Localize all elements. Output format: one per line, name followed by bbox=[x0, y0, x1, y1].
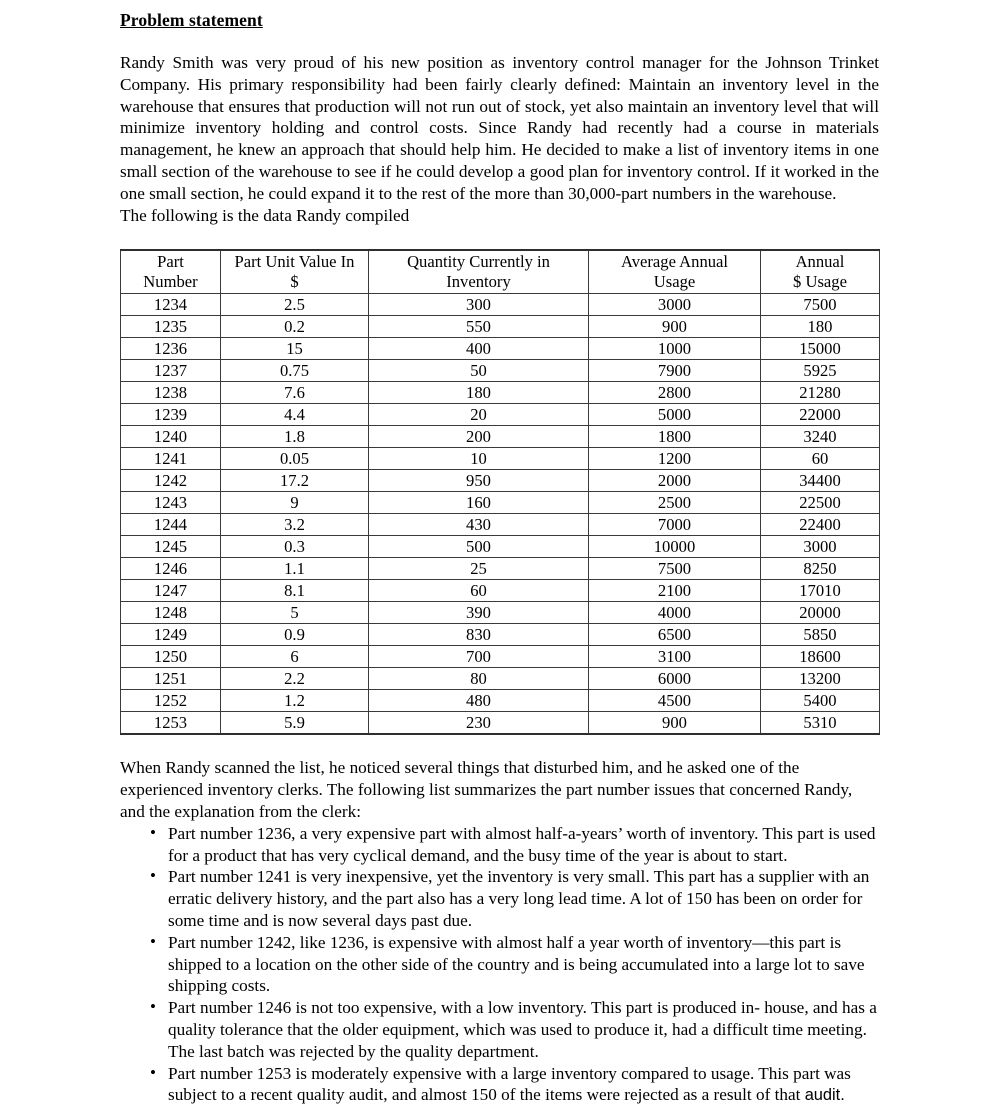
cell-quantity-in-inventory: 700 bbox=[369, 646, 589, 668]
cell-annual-dollar-usage: 5850 bbox=[761, 624, 880, 646]
cell-part-unit-value: 2.2 bbox=[221, 668, 369, 690]
cell-part-unit-value: 1.1 bbox=[221, 558, 369, 580]
cell-part-unit-value: 1.2 bbox=[221, 690, 369, 712]
cell-part-unit-value: 9 bbox=[221, 492, 369, 514]
cell-average-annual-usage: 3100 bbox=[589, 646, 761, 668]
table-row bbox=[121, 426, 880, 448]
column-header-line-1: Average Annual bbox=[620, 251, 729, 271]
cell-quantity-in-inventory: 950 bbox=[369, 470, 589, 492]
cell-quantity-in-inventory: 180 bbox=[369, 382, 589, 404]
column-header-line-2: $ Usage bbox=[793, 272, 847, 292]
list-item bbox=[150, 1063, 879, 1107]
table-row bbox=[121, 514, 880, 536]
column-header-annual-dollar-usage bbox=[761, 250, 880, 294]
table-row bbox=[121, 536, 880, 558]
cell-part-number: 1244 bbox=[121, 514, 221, 536]
cell-quantity-in-inventory: 550 bbox=[369, 316, 589, 338]
cell-part-unit-value: 4.4 bbox=[221, 404, 369, 426]
cell-part-number: 1243 bbox=[121, 492, 221, 514]
list-item-text-tail: audit. bbox=[804, 1086, 845, 1105]
cell-part-unit-value: 15 bbox=[221, 338, 369, 360]
cell-part-number: 1248 bbox=[121, 602, 221, 624]
cell-part-unit-value: 0.3 bbox=[221, 536, 369, 558]
cell-quantity-in-inventory: 10 bbox=[369, 448, 589, 470]
cell-part-number: 1247 bbox=[121, 580, 221, 602]
cell-part-number: 1252 bbox=[121, 690, 221, 712]
cell-annual-dollar-usage: 7500 bbox=[761, 294, 880, 316]
intro-paragraph-closing-line: The following is the data Randy compiled bbox=[120, 205, 410, 225]
cell-part-unit-value: 5.9 bbox=[221, 712, 369, 735]
list-item bbox=[150, 932, 879, 997]
cell-part-number: 1253 bbox=[121, 712, 221, 735]
cell-average-annual-usage: 1000 bbox=[589, 338, 761, 360]
cell-average-annual-usage: 2500 bbox=[589, 492, 761, 514]
column-header-quantity-in-inventory bbox=[369, 250, 589, 294]
cell-annual-dollar-usage: 20000 bbox=[761, 602, 880, 624]
cell-quantity-in-inventory: 430 bbox=[369, 514, 589, 536]
page-title: Problem statement bbox=[120, 10, 263, 30]
table-row bbox=[121, 338, 880, 360]
cell-part-unit-value: 17.2 bbox=[221, 470, 369, 492]
column-header-average-annual-usage bbox=[589, 250, 761, 294]
table-row bbox=[121, 602, 880, 624]
inventory-table-body bbox=[121, 294, 880, 735]
cell-part-number: 1245 bbox=[121, 536, 221, 558]
cell-annual-dollar-usage: 17010 bbox=[761, 580, 880, 602]
inventory-table-wrapper bbox=[120, 226, 879, 735]
cell-annual-dollar-usage: 5925 bbox=[761, 360, 880, 382]
cell-average-annual-usage: 900 bbox=[589, 316, 761, 338]
table-row bbox=[121, 316, 880, 338]
cell-average-annual-usage: 900 bbox=[589, 712, 761, 735]
cell-part-number: 1251 bbox=[121, 668, 221, 690]
cell-quantity-in-inventory: 400 bbox=[369, 338, 589, 360]
cell-part-unit-value: 0.05 bbox=[221, 448, 369, 470]
cell-part-unit-value: 7.6 bbox=[221, 382, 369, 404]
table-row bbox=[121, 382, 880, 404]
cell-quantity-in-inventory: 830 bbox=[369, 624, 589, 646]
cell-part-number: 1242 bbox=[121, 470, 221, 492]
cell-part-number: 1234 bbox=[121, 294, 221, 316]
cell-part-unit-value: 3.2 bbox=[221, 514, 369, 536]
cell-quantity-in-inventory: 500 bbox=[369, 536, 589, 558]
table-row bbox=[121, 294, 880, 316]
cell-part-unit-value: 1.8 bbox=[221, 426, 369, 448]
cell-part-number: 1239 bbox=[121, 404, 221, 426]
cell-annual-dollar-usage: 60 bbox=[761, 448, 880, 470]
cell-quantity-in-inventory: 390 bbox=[369, 602, 589, 624]
table-row bbox=[121, 404, 880, 426]
cell-part-unit-value: 2.5 bbox=[221, 294, 369, 316]
list-item-text: Part number 1241 is very inexpensive, yet the inventory is very small. This part has a supplier with an erratic delivery history, and the part also has a very long lead time. A lot of 150 has been on order for some time and is now several days past due. bbox=[168, 867, 870, 930]
cell-average-annual-usage: 7900 bbox=[589, 360, 761, 382]
post-table-paragraph: When Randy scanned the list, he noticed several things that disturbed him, and he asked one of the experienced inventory clerks. The following list summarizes the part number issues that concerned Randy, and the explanation from the clerk: bbox=[120, 758, 853, 821]
cell-average-annual-usage: 5000 bbox=[589, 404, 761, 426]
table-row bbox=[121, 558, 880, 580]
cell-quantity-in-inventory: 50 bbox=[369, 360, 589, 382]
cell-average-annual-usage: 6000 bbox=[589, 668, 761, 690]
list-item bbox=[150, 997, 879, 1062]
table-header-row bbox=[121, 250, 880, 294]
list-item-text: Part number 1236, a very expensive part with almost half-a-years’ worth of inventory. This part is used for a product that has very cyclical demand, and the busy time of the year is about to start. bbox=[168, 823, 876, 865]
cell-average-annual-usage: 7500 bbox=[589, 558, 761, 580]
spacer-below-table bbox=[120, 735, 879, 757]
column-header-part-number bbox=[121, 250, 221, 294]
cell-quantity-in-inventory: 80 bbox=[369, 668, 589, 690]
cell-annual-dollar-usage: 8250 bbox=[761, 558, 880, 580]
cell-part-number: 1250 bbox=[121, 646, 221, 668]
cell-average-annual-usage: 1800 bbox=[589, 426, 761, 448]
column-header-line-1: Annual bbox=[795, 251, 845, 271]
inventory-table-head bbox=[121, 250, 880, 294]
part-issues-list bbox=[120, 823, 879, 1107]
cell-annual-dollar-usage: 5310 bbox=[761, 712, 880, 735]
table-row bbox=[121, 360, 880, 382]
cell-part-number: 1237 bbox=[121, 360, 221, 382]
list-item-text: Part number 1246 is not too expensive, with a low inventory. This part is produced in- house, and has a quality tolerance that the older equipment, which was used to produce it, had a difficult time meeting. The last batch was rejected by the quality department. bbox=[168, 998, 877, 1061]
cell-part-number: 1235 bbox=[121, 316, 221, 338]
column-header-line-1: Part bbox=[157, 251, 184, 271]
cell-part-number: 1241 bbox=[121, 448, 221, 470]
cell-quantity-in-inventory: 60 bbox=[369, 580, 589, 602]
cell-annual-dollar-usage: 21280 bbox=[761, 382, 880, 404]
inventory-table bbox=[120, 249, 880, 735]
list-item bbox=[150, 866, 879, 931]
table-row bbox=[121, 580, 880, 602]
cell-annual-dollar-usage: 3240 bbox=[761, 426, 880, 448]
cell-average-annual-usage: 3000 bbox=[589, 294, 761, 316]
list-item-text: Part number 1242, like 1236, is expensive with almost half a year worth of inventory—this part is shipped to a location on the other side of the country and is being accumulated into a large lot to save shipping costs. bbox=[168, 932, 865, 996]
cell-annual-dollar-usage: 5400 bbox=[761, 690, 880, 712]
cell-part-number: 1240 bbox=[121, 426, 221, 448]
cell-part-unit-value: 8.1 bbox=[221, 580, 369, 602]
column-header-part-unit-value bbox=[221, 250, 369, 294]
cell-quantity-in-inventory: 200 bbox=[369, 426, 589, 448]
cell-part-number: 1238 bbox=[121, 382, 221, 404]
column-header-line-1: Part Unit Value In bbox=[234, 251, 355, 271]
cell-quantity-in-inventory: 230 bbox=[369, 712, 589, 735]
column-header-line-1: Quantity Currently in bbox=[407, 251, 550, 271]
list-item-text: Part number 1253 is moderately expensive with a large inventory compared to usage. This part was subject to a recent quality audit, and almost 150 of the items were rejected as a result of that bbox=[168, 1063, 851, 1105]
cell-average-annual-usage: 4500 bbox=[589, 690, 761, 712]
cell-part-number: 1249 bbox=[121, 624, 221, 646]
cell-part-unit-value: 0.9 bbox=[221, 624, 369, 646]
table-row bbox=[121, 624, 880, 646]
cell-quantity-in-inventory: 160 bbox=[369, 492, 589, 514]
table-row bbox=[121, 668, 880, 690]
column-header-line-2: Usage bbox=[653, 272, 696, 292]
cell-average-annual-usage: 2800 bbox=[589, 382, 761, 404]
cell-quantity-in-inventory: 480 bbox=[369, 690, 589, 712]
table-row bbox=[121, 712, 880, 735]
cell-part-unit-value: 6 bbox=[221, 646, 369, 668]
cell-average-annual-usage: 2000 bbox=[589, 470, 761, 492]
cell-part-number: 1236 bbox=[121, 338, 221, 360]
cell-annual-dollar-usage: 13200 bbox=[761, 668, 880, 690]
cell-quantity-in-inventory: 20 bbox=[369, 404, 589, 426]
table-row bbox=[121, 646, 880, 668]
document-content bbox=[120, 0, 879, 1107]
cell-annual-dollar-usage: 180 bbox=[761, 316, 880, 338]
table-row bbox=[121, 448, 880, 470]
column-header-line-2: Number bbox=[143, 272, 198, 292]
cell-part-unit-value: 0.2 bbox=[221, 316, 369, 338]
cell-annual-dollar-usage: 22500 bbox=[761, 492, 880, 514]
column-header-line-2: $ bbox=[290, 272, 299, 292]
cell-average-annual-usage: 1200 bbox=[589, 448, 761, 470]
cell-average-annual-usage: 7000 bbox=[589, 514, 761, 536]
table-row bbox=[121, 470, 880, 492]
table-row bbox=[121, 492, 880, 514]
cell-part-unit-value: 5 bbox=[221, 602, 369, 624]
cell-average-annual-usage: 10000 bbox=[589, 536, 761, 558]
cell-annual-dollar-usage: 22000 bbox=[761, 404, 880, 426]
cell-annual-dollar-usage: 18600 bbox=[761, 646, 880, 668]
cell-part-unit-value: 0.75 bbox=[221, 360, 369, 382]
column-header-line-2: Inventory bbox=[446, 272, 511, 292]
cell-average-annual-usage: 4000 bbox=[589, 602, 761, 624]
cell-annual-dollar-usage: 15000 bbox=[761, 338, 880, 360]
cell-quantity-in-inventory: 300 bbox=[369, 294, 589, 316]
list-item bbox=[150, 823, 879, 867]
cell-part-number: 1246 bbox=[121, 558, 221, 580]
intro-paragraph bbox=[120, 31, 879, 226]
cell-annual-dollar-usage: 34400 bbox=[761, 470, 880, 492]
cell-quantity-in-inventory: 25 bbox=[369, 558, 589, 580]
intro-paragraph-body: Randy Smith was very proud of his new position as inventory control manager for the Johnson Trinket Company. His primary responsibility had been fairly clearly defined: Maintain an inventory level in the warehouse that ensures that production will not run out of stock, yet also maintain an inventory level that will minimize inventory holding and control costs. Since Randy had recently had a course in materials management, he knew an approach that should help him. He decided to make a list of inventory items in one small section of the warehouse to see if he could develop a good plan for inventory control. If it worked in the one small section, he could expand it to the rest of the more than 30,000-part numbers in the warehouse. bbox=[120, 53, 879, 203]
cell-annual-dollar-usage: 3000 bbox=[761, 536, 880, 558]
cell-average-annual-usage: 2100 bbox=[589, 580, 761, 602]
table-row bbox=[121, 690, 880, 712]
cell-average-annual-usage: 6500 bbox=[589, 624, 761, 646]
cell-annual-dollar-usage: 22400 bbox=[761, 514, 880, 536]
